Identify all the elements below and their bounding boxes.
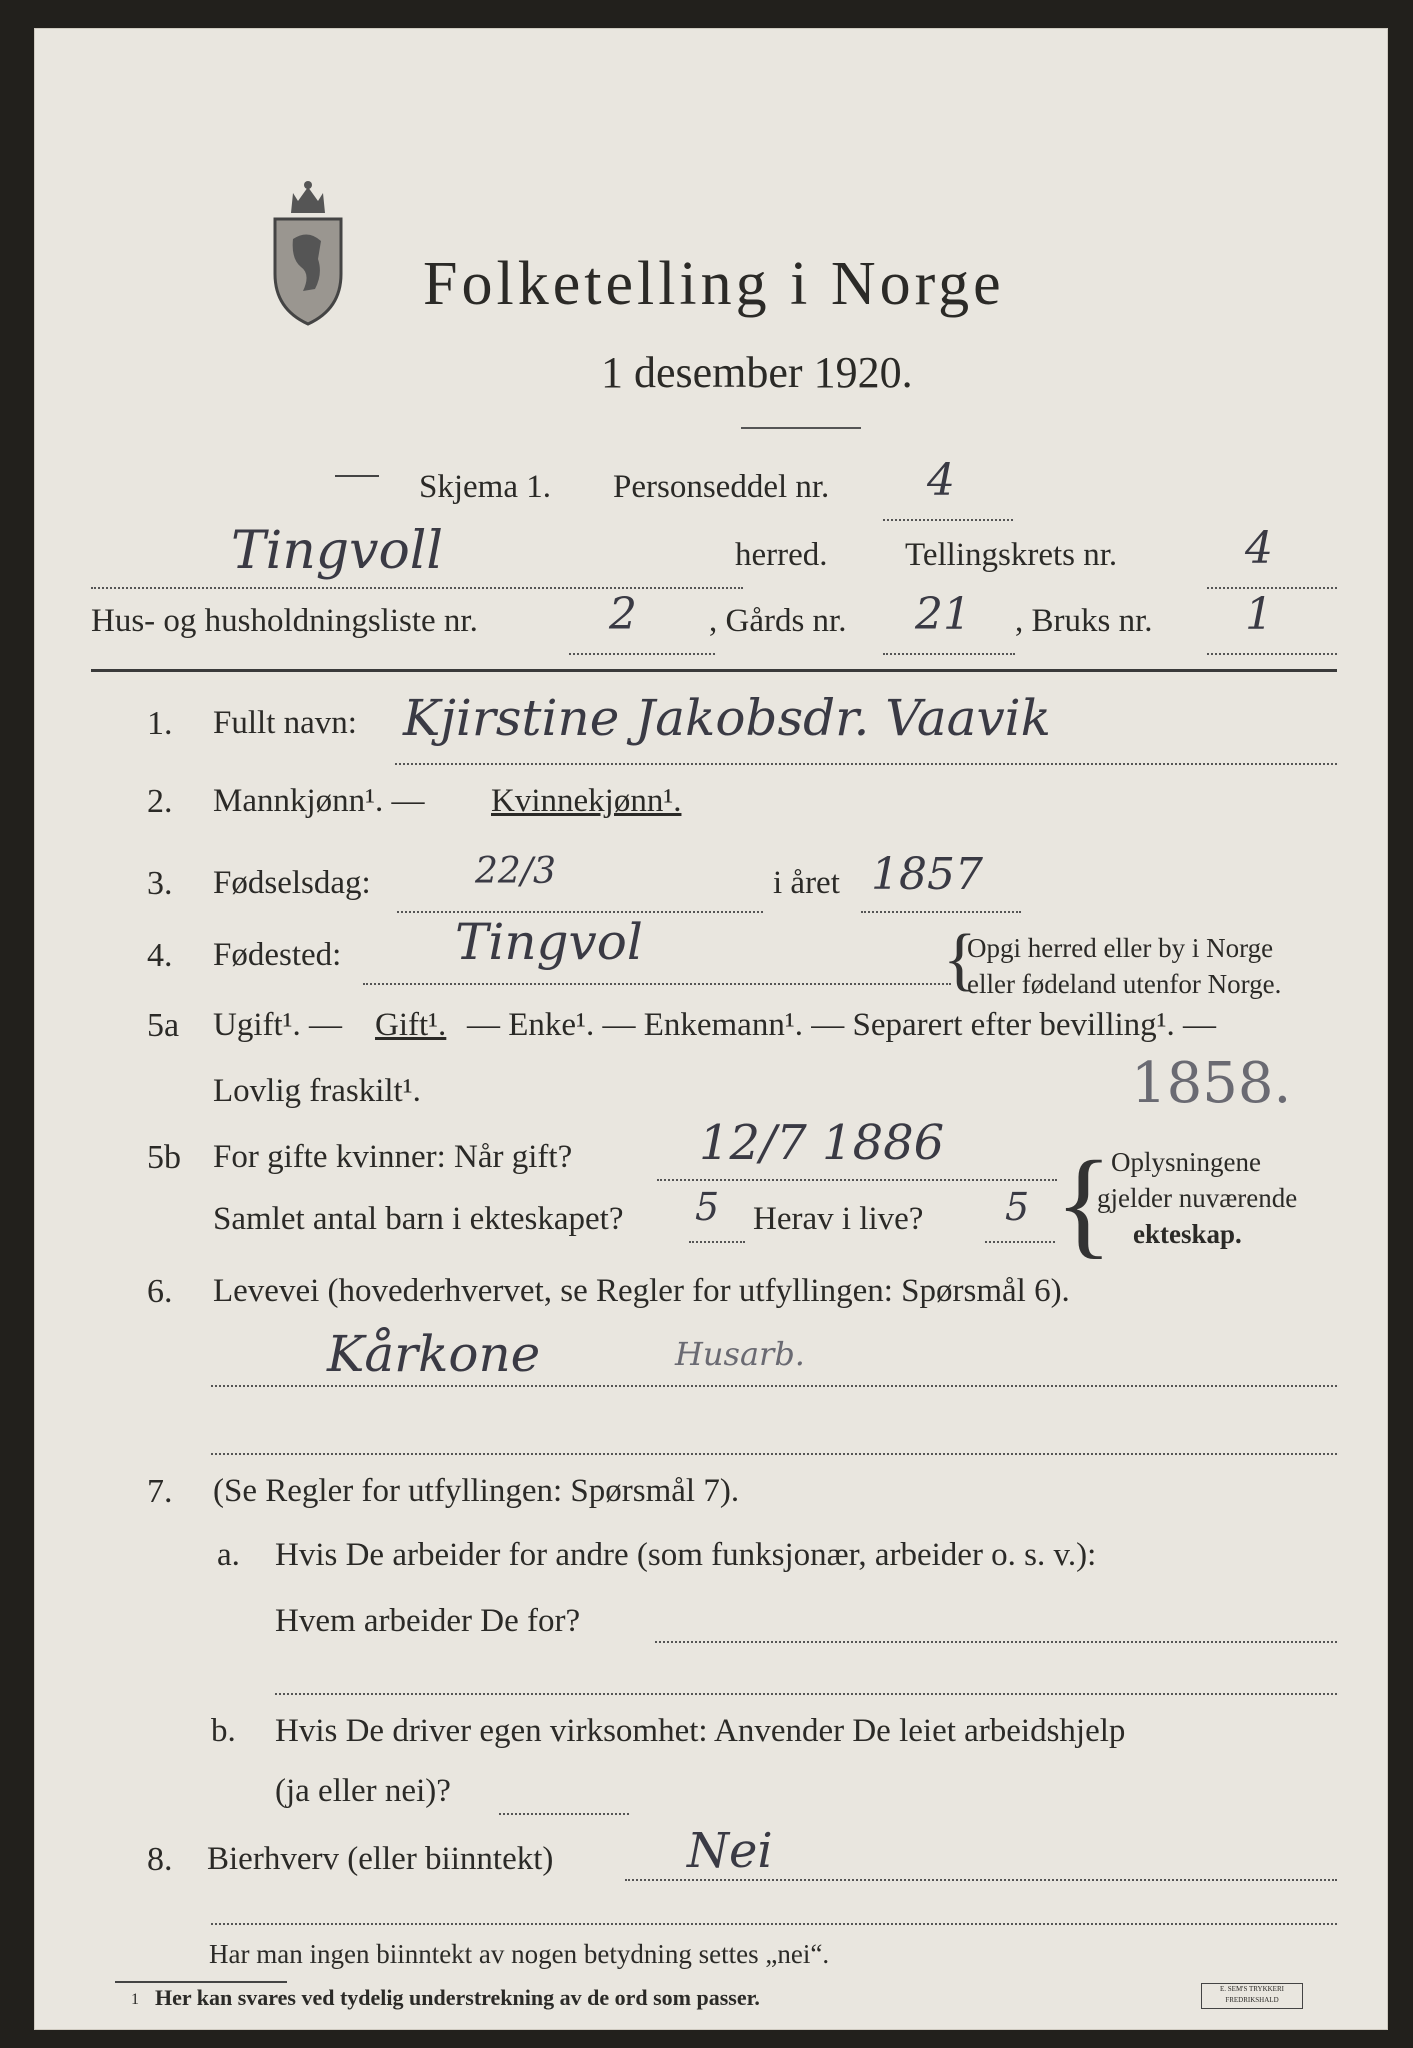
q7b-label: Hvis De driver egen virksomhet: Anvender De leiet arbeidshjelp	[275, 1713, 1126, 1749]
q3-number: 3.	[147, 865, 173, 902]
printer-stamp-text: E. SEM'S TRYKKERI FREDRIKSHALD	[1220, 1985, 1284, 2004]
skjema-dash	[335, 475, 379, 477]
bruks-label: , Bruks nr.	[1015, 603, 1153, 639]
margin-note-1858: 1858.	[1131, 1051, 1292, 1116]
husliste-label: Hus- og husholdningsliste nr.	[91, 603, 478, 639]
personseddel-label: Personseddel nr.	[613, 469, 830, 505]
q4-note-2: eller fødeland utenfor Norge.	[967, 969, 1282, 999]
q5b-note-2: gjelder nuværende	[1097, 1183, 1298, 1213]
q5a-rest: — Enke¹. — Enkemann¹. — Separert efter bevilling¹. —	[467, 1007, 1217, 1043]
norway-coat-of-arms-icon	[263, 179, 353, 334]
birthplace-value: Tingvol	[455, 913, 643, 971]
q3-label: Fødselsdag:	[213, 865, 371, 901]
occupation-value: Kårkone	[327, 1325, 541, 1383]
q6-number: 6.	[147, 1273, 173, 1310]
q4-brace: {	[943, 921, 977, 998]
birth-year-value: 1857	[871, 849, 983, 900]
footnote-divider	[115, 1981, 287, 1983]
q7b-label2: (ja eller nei)?	[275, 1773, 451, 1809]
q2-male-label: Mannkjønn¹. —	[213, 783, 425, 819]
q2-female-label: Kvinnekjønn¹.	[491, 783, 682, 819]
q1-label: Fullt navn:	[213, 705, 357, 741]
census-form-page	[34, 28, 1388, 2030]
q4-number: 4.	[147, 937, 173, 974]
q7a-label2: Hvem arbeider De for?	[275, 1603, 581, 1639]
birthdate-value: 22/3	[475, 851, 556, 892]
q5b-live-label: Herav i live?	[753, 1201, 924, 1237]
q7b-number: b.	[211, 1713, 236, 1749]
q5b-brace: {	[1055, 1136, 1113, 1269]
gards-label: , Gårds nr.	[709, 603, 847, 639]
q5a-ugift: Ugift¹. —	[213, 1007, 343, 1043]
herred-value: Tingvoll	[231, 521, 444, 581]
occupation-extra-value: Husarb.	[675, 1335, 805, 1373]
q7-label: (Se Regler for utfyllingen: Spørsmål 7).	[213, 1473, 740, 1509]
q5a-line2: Lovlig fraskilt¹.	[213, 1073, 421, 1109]
herred-label: herred.	[735, 537, 828, 573]
header-divider	[91, 669, 1337, 672]
gards-value: 21	[915, 589, 971, 640]
title-divider	[741, 427, 861, 429]
q2-number: 2.	[147, 783, 173, 820]
census-date: 1 desember 1920.	[601, 348, 913, 397]
q5b-note-1: Oplysningene	[1111, 1147, 1261, 1177]
children-total-value: 5	[695, 1185, 720, 1229]
q5a-number: 5a	[147, 1007, 180, 1044]
q5b-number: 5b	[147, 1139, 181, 1176]
q4-note-1: Opgi herred eller by i Norge	[967, 933, 1274, 963]
q7-number: 7.	[147, 1473, 173, 1510]
q6-label: Levevei (hovederhvervet, se Regler for utfyllingen: Spørsmål 6).	[213, 1273, 1070, 1309]
q8-number: 8.	[147, 1841, 173, 1878]
personseddel-value: 4	[927, 455, 955, 506]
q5b-note-3: ekteskap.	[1133, 1219, 1242, 1249]
bruks-value: 1	[1245, 589, 1273, 640]
q4-label: Fødested:	[213, 937, 342, 973]
tellingskrets-value: 4	[1245, 523, 1273, 574]
tellingskrets-label: Tellingskrets nr.	[905, 537, 1118, 573]
husliste-value: 2	[609, 589, 637, 640]
full-name-value: Kjirstine Jakobsdr. Vaavik	[403, 689, 1051, 747]
q5b-barn-label: Samlet antal barn i ekteskapet?	[213, 1201, 624, 1237]
q3-year-label: i året	[773, 865, 840, 901]
side-income-value: Nei	[687, 1823, 773, 1879]
footnote-number: 1	[131, 1991, 139, 2008]
marriage-date-value: 12/7 1886	[699, 1115, 945, 1171]
footnote-text: Her kan svares ved tydelig understrekning av de ord som passer.	[155, 1985, 760, 2010]
form-title: Folketelling i Norge	[423, 250, 1005, 318]
q5a-gift: Gift¹.	[375, 1007, 447, 1043]
printer-stamp	[1201, 1983, 1303, 2009]
q7a-label: Hvis De arbeider for andre (som funksjonær, arbeider o. s. v.):	[275, 1537, 1097, 1573]
q5b-label: For gifte kvinner: Når gift?	[213, 1139, 573, 1175]
children-alive-value: 5	[1005, 1185, 1030, 1229]
q7a-number: a.	[217, 1537, 240, 1573]
q1-number: 1.	[147, 705, 173, 742]
q8-label: Bierhverv (eller biinntekt)	[207, 1841, 554, 1877]
footer-note: Har man ingen biinntekt av nogen betydning settes „nei“.	[209, 1939, 830, 1969]
skjema-label: Skjema 1.	[419, 469, 551, 505]
